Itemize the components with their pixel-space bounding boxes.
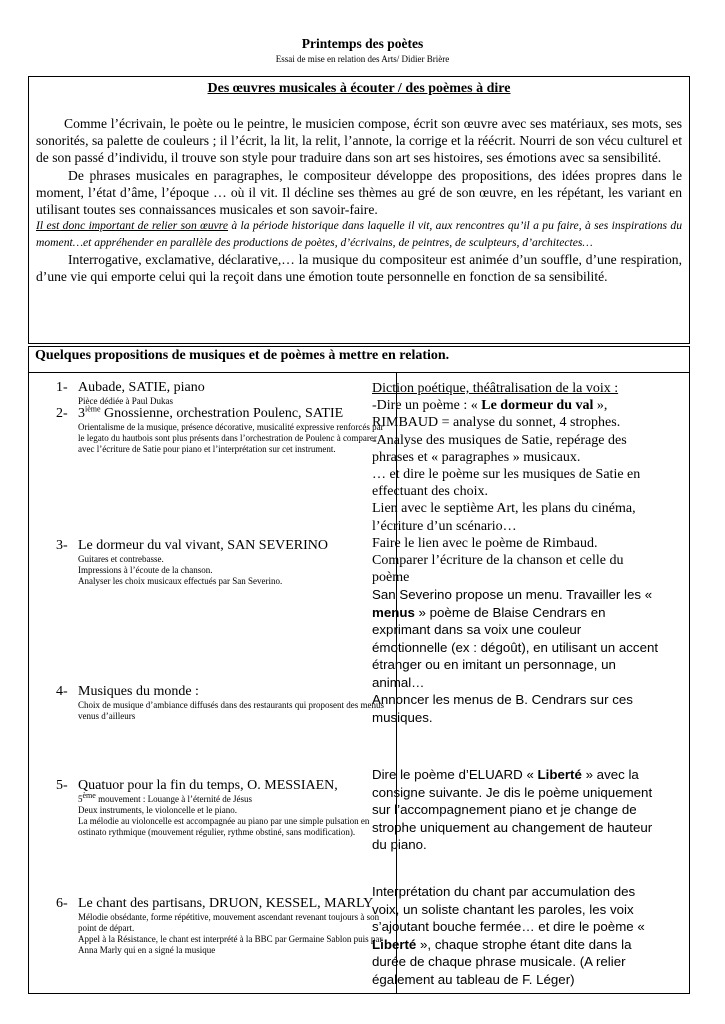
document-subtitle: Essai de mise en relation des Arts/ Didier Brière <box>275 54 450 64</box>
activity-text: San Severino propose un menu. Travailler les « <box>372 587 653 603</box>
item-description: Orientalisme de la musique, présence décorative, musicalité expressive renforcés par le legato du hautbois sont plus présents dans l’orchestration de Poulenc à comparer avec l’écriture de Satie pour piano et l’interprétation sur cet instrument. <box>78 422 384 454</box>
movement-superscript: ème <box>82 791 96 800</box>
activity-text: » poème de Blaise Cendrars en exprimant dans sa voix une couleur émotionnelle (ex : dégoût), en utilisant un accent étranger ou en imitant un personnage, un animal… <box>372 604 659 690</box>
list-item <box>56 380 390 407</box>
item-description-first-line <box>56 791 390 805</box>
item-description: Deux instruments, le violoncelle et le piano. La mélodie au violoncelle est accompagnée au piano par une simple pulsation en ostinato rythmique (mouvement régulier, rythme obstiné, sans modification). <box>78 805 370 837</box>
item-title: Le chant des partisans, DRUON, KESSEL, MARLY <box>78 896 374 911</box>
activity-line: Comparer l’écriture de la chanson et celle du poème <box>372 553 624 586</box>
movement-title: mouvement : Louange à l’éternité de Jésus <box>95 794 253 804</box>
item-number: 2- <box>56 406 68 421</box>
activity-block-3 <box>372 883 660 988</box>
activity-line <box>372 586 660 691</box>
activity-line: -Analyse des musiques de Satie, repérage des phrases et « paragraphes » musicaux. <box>372 432 627 465</box>
list-item <box>56 538 390 587</box>
activity-block-1 <box>372 380 660 726</box>
intro-paragraph-3 <box>36 218 682 251</box>
item-number: 1- <box>56 380 68 395</box>
activity-text: -Dire un poème : « <box>372 398 482 414</box>
activity-line: Faire le lien avec le poème de Rimbaud. <box>372 535 598 551</box>
item-number: 5- <box>56 778 68 793</box>
intro-underlined-phrase: Il est donc important de relier son œuvre <box>36 219 229 233</box>
activity-text: Dire le poème d’ELUARD « <box>372 767 538 782</box>
document-title: Printemps des poètes <box>301 36 424 51</box>
intro-paragraph-1: Comme l’écrivain, le poète ou le peintre, le musicien compose, écrit son œuvre avec ses matériaux, ses mots, ses sonorités, sa palette de couleurs ; il l’écrit, la lit, la relit, l’annote, la corrige et la réécrit. Nourri de son vécu culturel et de son passé d’individu, il trouve son style pour traduire dans son art ses histoires, ses émotions avec sa sensibilité. <box>36 116 682 166</box>
poem-title: Le dormeur du val <box>481 398 594 414</box>
item-title: Musiques du monde : <box>78 684 199 699</box>
item-number: 3- <box>56 538 68 553</box>
list-item <box>56 406 390 455</box>
item-title-superscript: ième <box>85 404 101 414</box>
activity-text: », chaque strophe étant dite dans la durée de chaque phrase musicale. (A relier également au tableau de F. Léger) <box>372 936 632 987</box>
activity-text: », RIMBAUD = analyse du sonnet, 4 strophes. <box>372 398 621 431</box>
movement-number: 5 <box>78 794 83 804</box>
activity-block-2 <box>372 766 660 854</box>
item-number: 4- <box>56 684 68 699</box>
activity-line: Lien avec le septième Art, les plans du cinéma, l’écriture d’un scénario… <box>372 501 636 534</box>
activity-heading: Diction poétique, théâtralisation de la voix : <box>372 381 619 396</box>
poem-title: Liberté <box>372 936 417 952</box>
section-title: Quelques propositions de musiques et de poèmes à mettre en relation. <box>28 346 690 372</box>
item-title-prefix: 3 <box>78 406 85 421</box>
activity-text: Interprétation du chant par accumulation des voix, un soliste chantant les paroles, les voix s’ajoutant bouche fermée… et dire le poème « <box>372 884 645 934</box>
intro-title: Des œuvres musicales à écouter / des poèmes à dire <box>207 81 511 96</box>
item-description: Pièce dédiée à Paul Dukas <box>78 396 173 406</box>
item-title: Le dormeur du val vivant, SAN SEVERINO <box>78 538 329 553</box>
poem-title: menus <box>372 604 415 620</box>
item-description: Choix de musique d’ambiance diffusés dans des restaurants qui proposent des menus venus d’ailleurs <box>78 700 385 721</box>
item-title: Gnossienne, orchestration Poulenc, SATIE <box>100 406 344 421</box>
intro-paragraph-3-rest: à la période historique dans laquelle il vit, aux rencontres qu’il a pu faire, à ses inspirations du moment…et appréhender en parallèle des productions de poètes, d’écrivains, de peintres, de sculpteurs, d’architectes… <box>36 219 682 249</box>
item-number: 6- <box>56 896 68 911</box>
intro-box <box>28 76 690 344</box>
activity-line: Annoncer les menus de B. Cendrars sur ces musiques. <box>372 692 633 725</box>
list-item <box>56 684 390 722</box>
list-item <box>56 778 390 838</box>
intro-paragraph-2: De phrases musicales en paragraphes, le compositeur développe des propositions, des idées propres dans le moment, l’état d’âme, l’époque … où il vit. Il décline ses thèmes au gré de son œuvre, en les répétant, les variant en utilisant toutes ses connaissances musicales et son savoir-faire. <box>36 167 682 218</box>
item-title: Aubade, SATIE, piano <box>78 380 205 395</box>
activity-text: » avec la consigne suivante. Je dis le poème uniquement sur l’accompagnement piano et je change de strophe uniquement au changement de hauteur du piano. <box>372 767 653 852</box>
item-title: Quatuor pour la fin du temps, O. MESSIAEN, <box>78 778 338 793</box>
item-description: Mélodie obsédante, forme répétitive, mouvement ascendant revenant toujours à son point de départ. Appel à la Résistance, le chant est interprété à la BBC par Germaine Sablon puis par Anna Marly qui en a signé la musique <box>78 912 383 955</box>
item-description: Guitares et contrebasse. Impressions à l’écoute de la chanson. Analyser les choix musicaux effectués par San Severino. <box>78 554 283 586</box>
list-item <box>56 896 390 956</box>
poem-title: Liberté <box>537 767 582 782</box>
intro-paragraph-4: Interrogative, exclamative, déclarative,… la musique du compositeur est animée d’un souffle, d’une respiration, d’une vie qui emporte celui qui la reçoit dans une émotion toute personnelle en fonction de sa sensibilité. <box>36 252 682 285</box>
activity-line <box>372 397 660 431</box>
activity-line: … et dire le poème sur les musiques de Satie en effectuant des choix. <box>372 467 641 500</box>
